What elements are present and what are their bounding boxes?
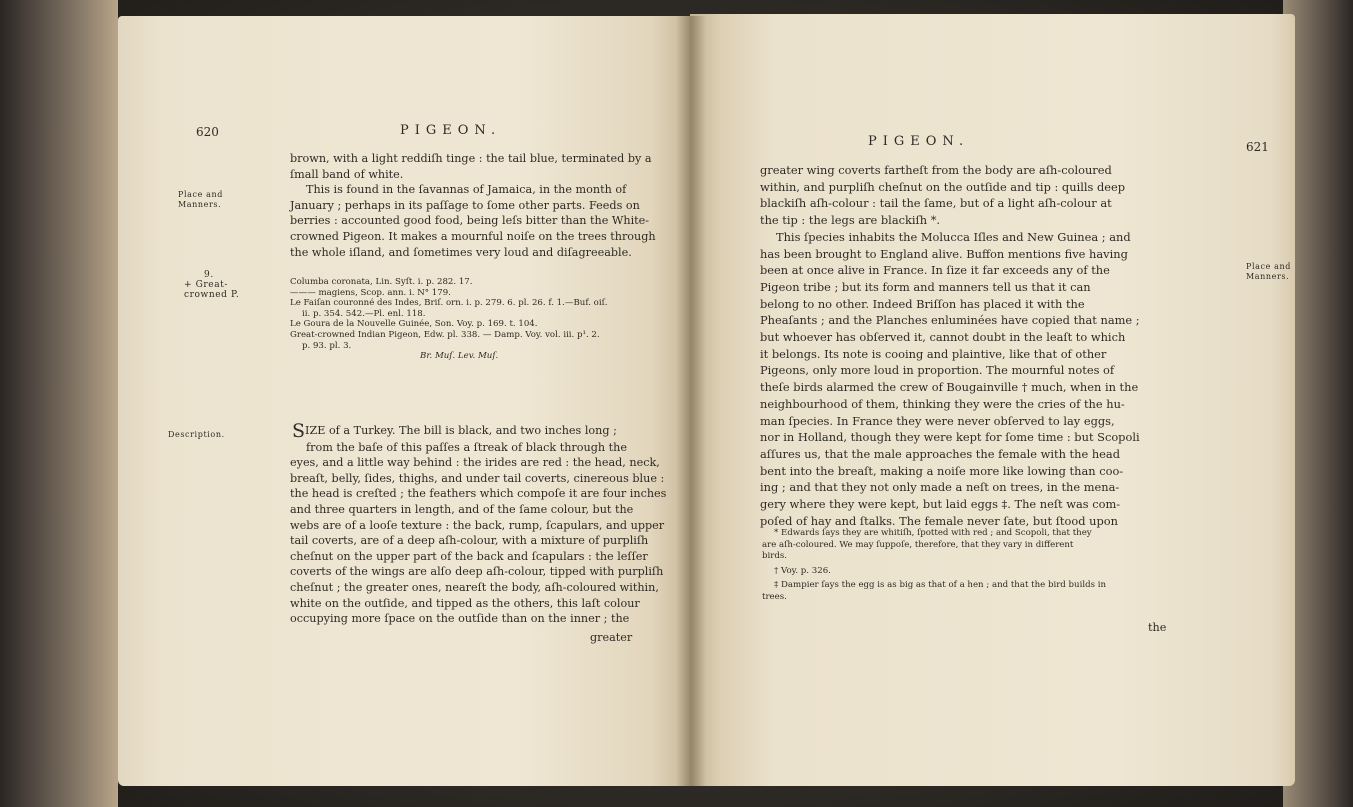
text-line: webs are of a looſe texture : the back, rump, ſcapulars, and upper <box>290 518 665 532</box>
text-line: but whoever has obſerved it, cannot doubt in the leaſt to which <box>760 330 1126 345</box>
right-running-head: PIGEON. <box>868 134 970 149</box>
left-intro-text <box>290 151 656 260</box>
footnote-line: ‡ Dampier ſays the egg is as big as that of a hen ; and that the bird builds in <box>774 580 1106 590</box>
text-line: This ſpecies inhabits the Molucca Iſles and New Guinea ; and <box>776 229 1131 244</box>
right-page-number: 621 <box>1246 140 1269 154</box>
synonym-line: ——— magiens, Scop. ann. i. N° 179. <box>290 287 451 298</box>
left-description-text <box>290 420 667 627</box>
text-line: ing ; and that they not only made a neſt on trees, in the mena- <box>760 480 1120 495</box>
text-line: crowned Pigeon. It makes a mournful noiſe on the trees through <box>290 229 656 243</box>
text-line: theſe birds alarmed the crew of Bougainville † much, when in the <box>760 380 1139 395</box>
synonym-line: p. 93. pl. 3. <box>302 340 352 351</box>
text-line: blackiſh aſh-colour : tail the ſame, but of a light aſh-colour at <box>760 196 1112 211</box>
text-line: cheſnut on the upper part of the back and ſcapulars : the leſſer <box>290 549 648 563</box>
footnote-line: * Edwards ſays they are whitiſh, ſpotted with red ; and Scopoli, that they <box>774 528 1092 538</box>
synonym-line: Columba coronata, Lin. Syſt. i. p. 282. 17. <box>290 277 473 287</box>
text-line: white on the outſide, and tipped as the others, this laſt colour <box>290 596 640 610</box>
text-line: brown, with a light reddiſh tinge : the tail blue, terminated by a <box>290 152 652 165</box>
text-line: gery where they were kept, but laid eggs ‡. The neſt was com- <box>760 497 1121 512</box>
text-line: been at once alive in France. In ſize it far exceeds any of the <box>760 263 1110 278</box>
left-running-head: PIGEON. <box>400 123 502 138</box>
right-catchword: the <box>1148 621 1167 634</box>
left-margin-description: Description. <box>168 430 225 439</box>
text-line: January ; perhaps in its paſſage to ſome other parts. Feeds on <box>290 198 640 212</box>
synonym-line: Le Goura de la Nouvelle Guinée, Son. Voy. p. 169. t. 104. <box>290 319 538 330</box>
text-line: occupying more ſpace on the outſide than on the inner ; the <box>290 612 630 626</box>
text-line: breaſt, belly, ſides, thighs, and under tail coverts, cinereous blue : <box>290 471 665 485</box>
text-line: Pigeons, only more loud in proportion. The mournful notes of <box>760 363 1115 378</box>
left-page-number: 620 <box>196 125 219 139</box>
text-line: cheſnut ; the greater ones, neareſt the body, aſh-coloured within, <box>290 580 659 594</box>
right-body-text <box>760 162 1140 529</box>
text-line: berries : accounted good food, being leſs bitter than the White- <box>290 214 650 228</box>
left-margin-place: Place and Manners. <box>178 190 223 209</box>
text-line: eyes, and a little way behind : the irides are red : the head, neck, <box>290 456 660 470</box>
text-line: Pheaſants ; and the Planches enluminées have copied that name ; <box>760 313 1140 328</box>
synonym-line: Great-crowned Indian Pigeon, Edw. pl. 338. — Damp. Voy. vol. iii. p¹. 2. <box>290 329 600 340</box>
synonym-line: ii. p. 354. 542.—Pl. enl. 118. <box>302 308 426 319</box>
synonym-line: Br. Muſ. Lev. Muſ. <box>420 351 499 362</box>
text-line: This is found in the ſavannas of Jamaica, in the month of <box>306 183 627 197</box>
text-line: from the baſe of this paſſes a ſtreak of black through the <box>306 440 627 454</box>
text-line: greater wing coverts fartheſt from the body are aſh-coloured <box>760 163 1112 177</box>
text-line: has been brought to England alive. Buffon mentions five having <box>760 246 1128 261</box>
footnote-line: trees. <box>762 591 787 602</box>
text-line: SIZE of a Turkey. The bill is black, and two inches long ; <box>292 420 617 442</box>
left-page-edges <box>0 0 118 807</box>
text-line: tail coverts, are of a deep aſh-colour, with a mixture of purpliſh <box>290 534 649 548</box>
footnote-line: birds. <box>762 551 788 561</box>
text-line: the tip : the legs are blackiſh *. <box>760 213 941 228</box>
text-line: ſmall band of white. <box>290 167 404 181</box>
text-line: coverts of the wings are alſo deep aſh-colour, tipped with purpliſh <box>290 565 664 579</box>
left-synonymy <box>290 277 608 362</box>
text-line: neighbourhood of them, thinking they were the cries of the hu- <box>760 396 1125 411</box>
text-line: it belongs. Its note is cooing and plaintive, like that of other <box>760 346 1107 361</box>
drop-cap: S <box>292 420 306 442</box>
footnote-line: are aſh-coloured. We may ſuppoſe, therefore, that they vary in different <box>762 539 1074 550</box>
left-margin-species: 9. + Great- crowned P. <box>184 270 240 300</box>
footnote-line: † Voy. p. 326. <box>774 565 831 576</box>
synonym-line: Le Faiſan couronné des Indes, Briſ. orn. i. p. 279. 6. pl. 26. f. 1.—Buf. oiſ. <box>290 298 608 309</box>
text-line: bent into the breaſt, making a noiſe more like lowing than coo- <box>760 463 1124 478</box>
text-line: the whole iſland, and ſometimes very loud and diſagreeable. <box>290 245 632 259</box>
text-line: Pigeon tribe ; but its form and manners tell us that it can <box>760 279 1091 294</box>
book-gutter <box>676 16 706 786</box>
right-footnotes <box>762 528 1106 603</box>
text-line: within, and purpliſh cheſnut on the outſide and tip : quills deep <box>760 179 1126 194</box>
text-line: aſſures us, that the male approaches the female with the head <box>760 446 1120 461</box>
right-margin-place: Place and Manners. <box>1246 262 1291 281</box>
text-line: belong to no other. Indeed Briſſon has placed it with the <box>760 296 1085 311</box>
left-catchword: greater <box>590 631 633 644</box>
text-line: man ſpecies. In France they were never obſerved to lay eggs, <box>760 413 1115 428</box>
text-line: the head is creſted ; the feathers which compoſe it are four inches <box>290 487 667 501</box>
text-line: nor in Holland, though they were kept for ſome time : but Scopoli <box>760 430 1140 445</box>
text-line: and three quarters in length, and of the ſame colour, but the <box>290 502 634 516</box>
text-line: poſed of hay and ſtalks. The female never ſate, but ſtood upon <box>760 513 1118 528</box>
